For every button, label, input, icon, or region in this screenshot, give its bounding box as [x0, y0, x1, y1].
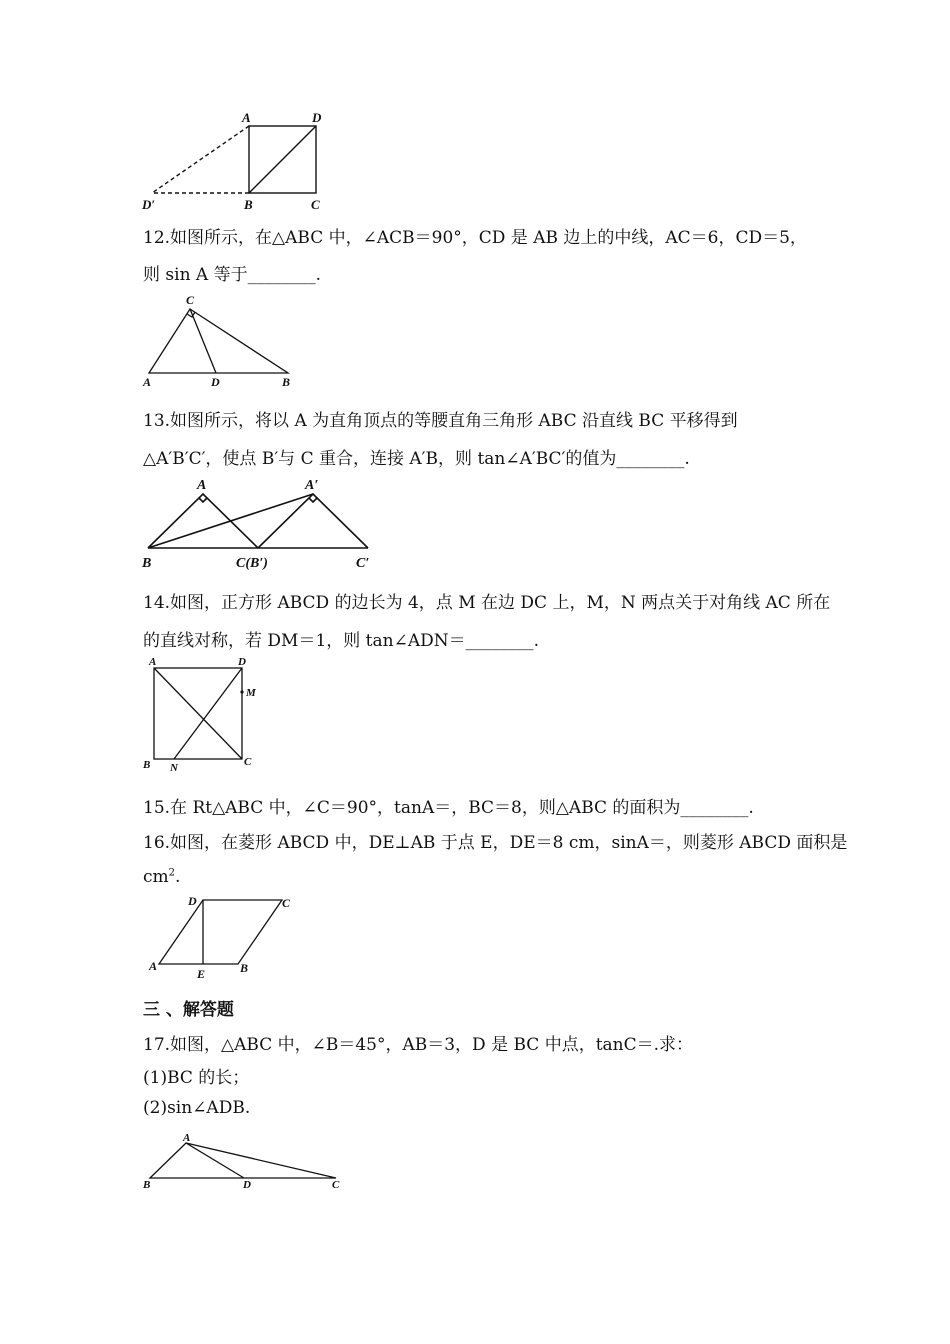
point-m [240, 690, 243, 693]
q13-line2: △A′B′C′，使点 B′与 C 重合，连接 A′B，则 tan∠A′BC′的值为________. [143, 449, 690, 469]
q12-line1: 12.如图所示，在△ABC 中，∠ACB＝90°，CD 是 AB 边上的中线，AC＝6，CD＝5， [143, 228, 807, 248]
q16-line1: 16.如图，在菱形 ABCD 中，DE⊥AB 于点 E，DE＝8 cm，sinA＝，则菱形 ABCD 面积是 [143, 833, 848, 853]
q14-line2: 的直线对称，若 DM＝1，则 tan∠ADN＝________. [143, 631, 540, 651]
label-b: B [143, 759, 151, 771]
label-d: D [188, 894, 197, 908]
label-c-prime: C′ [356, 556, 370, 571]
q16-line2-end: . [175, 867, 181, 887]
right-angle-mark-a [199, 498, 207, 502]
label-c: C [332, 1179, 340, 1191]
figure-square-abcd-q11 [140, 110, 330, 210]
triangle-abc [150, 1143, 336, 1178]
q13-line1: 13.如图所示，将以 A 为直角顶点的等腰直角三角形 ABC 沿直线 BC 平移得到 [143, 411, 738, 431]
figure-square-q14 [140, 654, 270, 774]
figure-triangle-q12 [140, 295, 300, 390]
label-c-b-prime: C(B′) [236, 556, 268, 571]
label-b: B [240, 961, 249, 975]
section-heading: 三 、解答题 [143, 1000, 234, 1020]
label-d: D [243, 1179, 251, 1191]
q17-part2: (2)sin∠ADB. [143, 1098, 251, 1118]
label-b: B [244, 197, 253, 212]
q14-line1: 14.如图，正方形 ABCD 的边长为 4，点 M 在边 DC 上，M，N 两点关于对角线 AC 所在 [143, 593, 831, 613]
label-b: B [143, 1179, 151, 1191]
label-c: C [282, 896, 291, 910]
label-a: A [149, 656, 157, 668]
label-c: C [244, 756, 252, 768]
label-c: C [311, 197, 320, 212]
q15-line1: 15.在 Rt△ABC 中，∠C＝90°，tanA＝，BC＝8，则△ABC 的面积为________. [143, 798, 754, 818]
dashed-line-ad [152, 126, 249, 193]
figure-translated-triangles-q13 [140, 472, 380, 572]
figure-rhombus-q16 [145, 892, 305, 982]
label-e: E [197, 967, 206, 981]
q17-part1: (1)BC 的长； [143, 1068, 250, 1088]
label-a: A [197, 478, 207, 493]
label-n: N [170, 762, 178, 774]
right-angle-mark-a-prime [309, 498, 317, 502]
label-d: D [238, 656, 246, 668]
rhombus-abcd [159, 900, 282, 964]
label-m: M [246, 687, 256, 699]
figure-triangle-q17 [140, 1130, 350, 1190]
q17-line1: 17.如图，△ABC 中，∠B＝45°，AB＝3，D 是 BC 中点，tanC＝.求： [143, 1035, 694, 1055]
diagonal-bd [249, 126, 316, 193]
q16-line2 [143, 866, 180, 888]
triangle-abc [149, 309, 288, 373]
median-cd [190, 309, 216, 373]
segment-a-prime-b [148, 494, 313, 548]
q12-line2: 则 sin A 等于________. [143, 265, 322, 285]
label-b: B [142, 556, 152, 571]
label-a: A [242, 110, 251, 125]
q16-unit-exponent: 2 [168, 867, 176, 879]
label-a: A [183, 1132, 191, 1144]
label-d: D [211, 375, 220, 389]
label-a: A [149, 959, 158, 973]
label-c: C [186, 293, 195, 307]
label-d-prime: D′ [142, 197, 156, 212]
segment-ad [186, 1143, 244, 1178]
q16-unit: cm [143, 867, 169, 887]
label-d: D [312, 110, 322, 125]
diagonal-ac [154, 668, 242, 759]
label-a: A [143, 375, 152, 389]
label-a-prime: A′ [305, 478, 319, 493]
label-b: B [282, 375, 291, 389]
segment-dn [174, 668, 242, 759]
